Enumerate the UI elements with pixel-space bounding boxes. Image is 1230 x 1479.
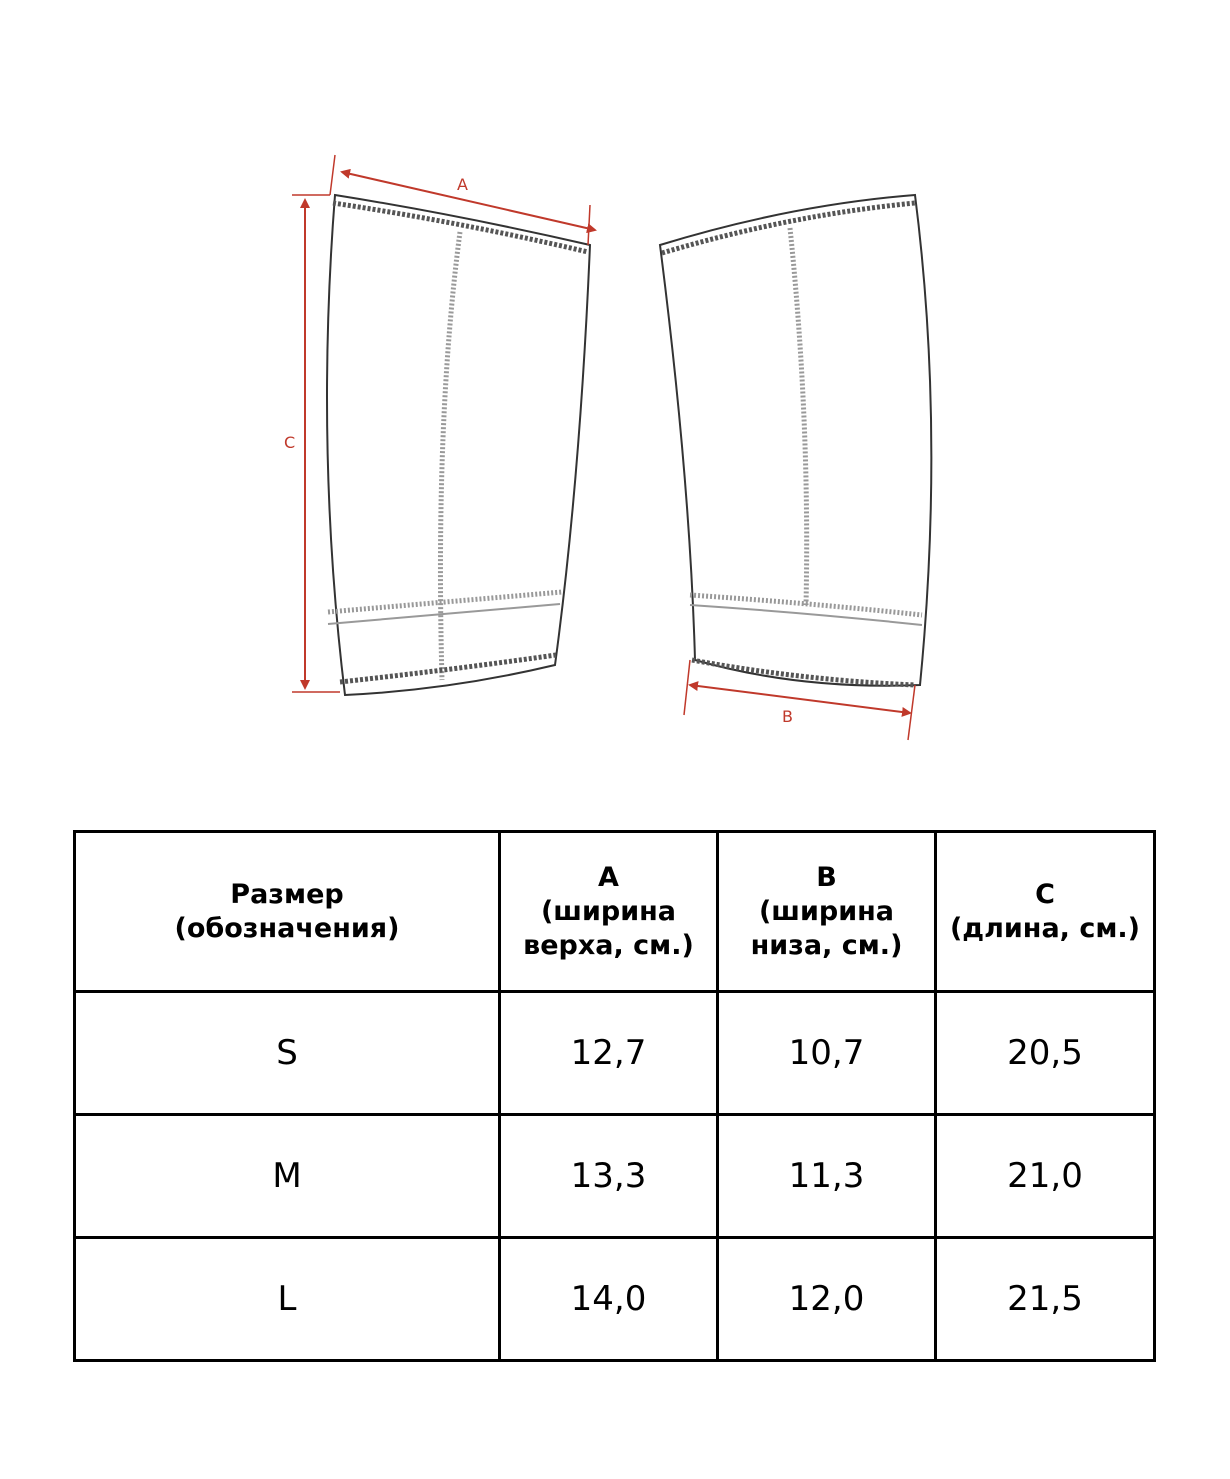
cell-size: L [75, 1238, 500, 1361]
left-sleeve [327, 195, 590, 695]
header-a: A (ширина верха, см.) [500, 832, 718, 992]
label-c: C [284, 433, 296, 452]
right-sleeve [660, 195, 931, 686]
label-b: B [782, 707, 793, 726]
table-row [75, 1238, 1155, 1361]
cell-c: 21,5 [936, 1238, 1155, 1361]
dimension-c [284, 195, 340, 692]
table-row [75, 992, 1155, 1115]
cell-a: 14,0 [500, 1238, 718, 1361]
header-size: Размер (обозначения) [75, 832, 500, 992]
cell-size: M [75, 1115, 500, 1238]
header-b: B (ширина низа, см.) [718, 832, 936, 992]
cell-size: S [75, 992, 500, 1115]
dimension-b [684, 660, 915, 740]
header-c: C (длина, см.) [936, 832, 1155, 992]
cell-c: 20,5 [936, 992, 1155, 1115]
cell-b: 11,3 [718, 1115, 936, 1238]
cell-b: 12,0 [718, 1238, 936, 1361]
cell-c: 21,0 [936, 1115, 1155, 1238]
header-row [75, 832, 1155, 992]
label-a: A [457, 175, 468, 194]
cell-a: 13,3 [500, 1115, 718, 1238]
cell-b: 10,7 [718, 992, 936, 1115]
table-row [75, 1115, 1155, 1238]
cell-a: 12,7 [500, 992, 718, 1115]
size-table [73, 830, 1156, 1362]
